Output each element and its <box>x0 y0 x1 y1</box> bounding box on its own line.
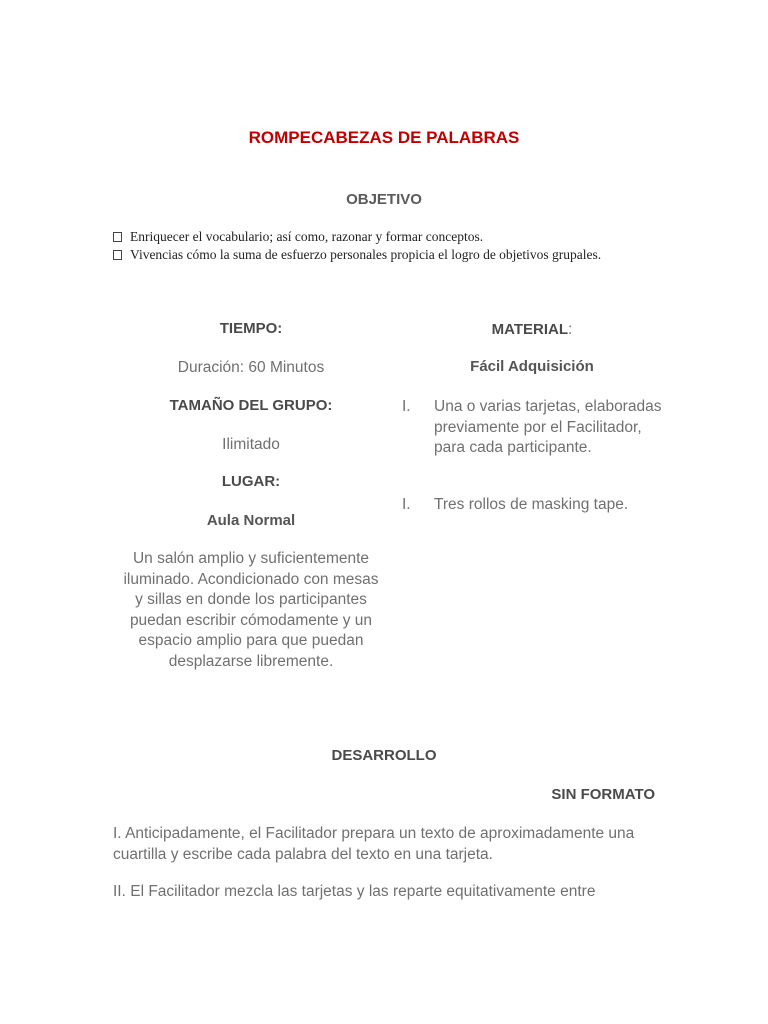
sin-formato-heading: SIN FORMATO <box>551 786 655 803</box>
desarrollo-heading: DESARROLLO <box>331 747 437 764</box>
lugar-heading: LUGAR: <box>221 473 281 490</box>
material-item-number: I. <box>402 496 411 513</box>
material-item-text: Tres rollos de masking tape. <box>434 496 629 513</box>
objetivo-item: Vivencias cómo la suma de esfuerzo personales propicia el logro de objetivos grupales. <box>113 246 633 264</box>
objetivo-item: Enriquecer el vocabulario; así como, razonar y formar conceptos. <box>113 228 633 246</box>
tiempo-value: Duración: 60 Minutos <box>177 359 325 376</box>
checkbox-bullet-icon <box>113 250 122 260</box>
material-colon: : <box>568 321 573 338</box>
document-title: ROMPECABEZAS DE PALABRAS <box>248 128 520 147</box>
desarrollo-paragraph: I. Anticipadamente, el Facilitador prepara un texto de aproximadamente una cuartilla y escribe cada palabra del texto en una tarjeta. <box>113 825 635 863</box>
lugar-description: Un salón amplio y suficientemente iluminado. Acondicionado con mesas y sillas en donde los participantes puedan escribir cómodamente y un espacio amplio para que puedan desplazarse libremente. <box>123 550 379 670</box>
tiempo-heading: TIEMPO: <box>219 320 283 337</box>
objetivos-list <box>113 228 633 264</box>
tamano-heading: TAMAÑO DEL GRUPO: <box>169 397 333 414</box>
desarrollo-paragraph: II. El Facilitador mezcla las tarjetas y las reparte equitativamente entre <box>113 883 596 900</box>
material-heading: MATERIAL <box>491 321 569 338</box>
objetivo-heading: OBJETIVO <box>346 191 422 208</box>
checkbox-bullet-icon <box>113 232 122 242</box>
material-item-text: Una o varias tarjetas, elaboradas previamente por el Facilitador, para cada participante. <box>434 398 662 456</box>
lugar-subheading: Aula Normal <box>206 512 296 529</box>
material-item-number: I. <box>402 398 411 415</box>
material-heading-line <box>394 320 670 341</box>
tamano-value: Ilimitado <box>222 436 280 453</box>
material-subheading: Fácil Adquisición <box>470 358 594 375</box>
